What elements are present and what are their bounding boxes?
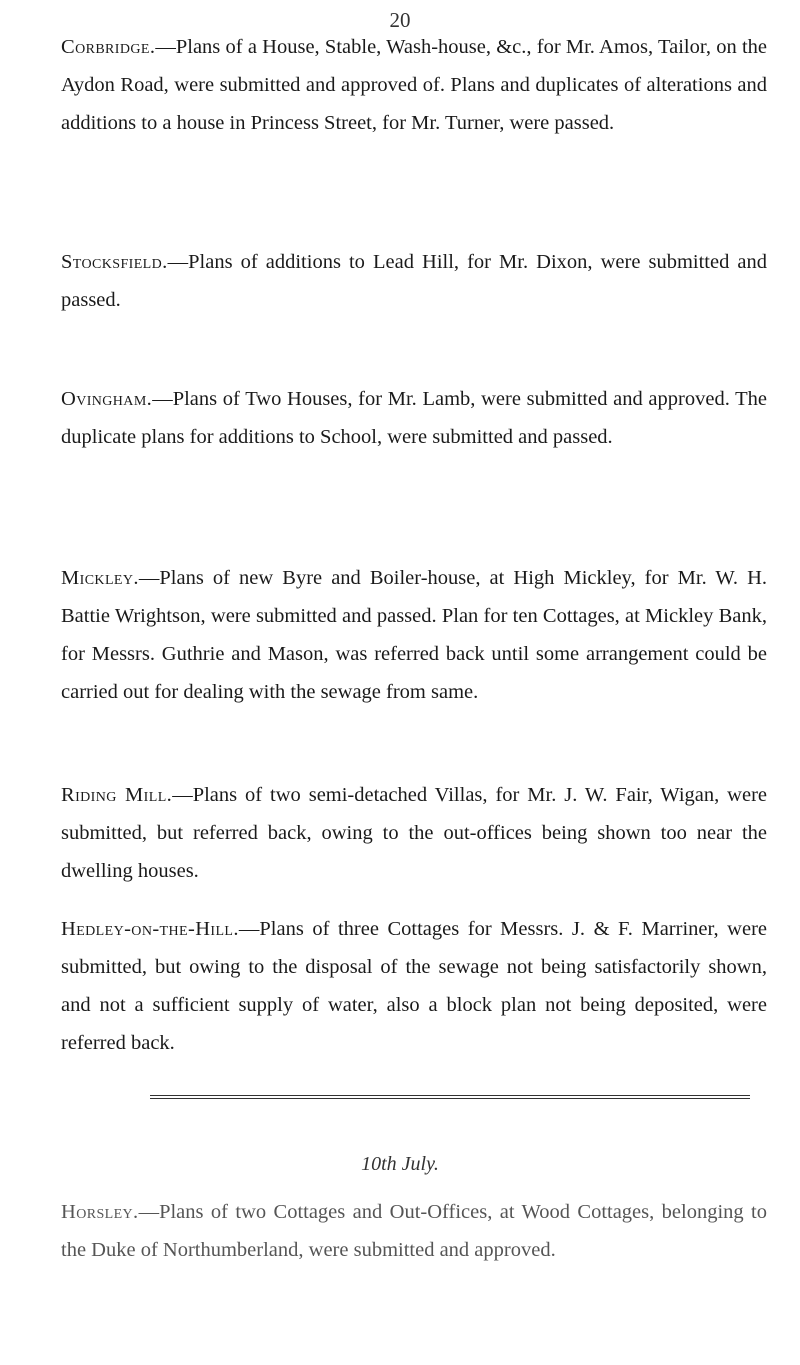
entry-text: —Plans of Two Houses, for Mr. Lamb, were submitted and approved. The duplicate plans for additions to School, were submitted and passed. [61, 388, 767, 448]
place-name: Corbridge. [61, 36, 156, 58]
place-name: Stocksfield. [61, 251, 168, 273]
place-name: Mickley. [61, 567, 139, 589]
entry-stocksfield [61, 243, 767, 319]
entry-text: —Plans of additions to Lead Hill, for Mr. Dixon, were submitted and passed. [61, 251, 767, 311]
page-number: 20 [389, 8, 411, 32]
entry-mickley [61, 559, 767, 711]
place-name: Hedley-on-the-Hill. [61, 918, 239, 940]
entry-ovingham [61, 380, 767, 456]
entry-text: —Plans of three Cottages for Messrs. J. & F. Marriner, were submitted, but owing to the disposal of the sewage not being satisfactorily shown, and not a sufficient supply of water, also a block plan not being deposited, were referred back. [61, 918, 767, 1054]
entry-text: —Plans of a House, Stable, Wash-house, &c., for Mr. Amos, Tailor, on the Aydon Road, were submitted and approved of. Plans and duplicates of alterations and additions to a house in Princess Street, for Mr. Turner, were passed. [61, 36, 767, 134]
place-name: Ovingham. [61, 388, 153, 410]
entry-text: —Plans of two semi-detached Villas, for Mr. J. W. Fair, Wigan, were submitted, but referred back, owing to the out-offices being shown too near the dwelling houses. [61, 784, 768, 882]
entry-text: —Plans of new Byre and Boiler-house, at High Mickley, for Mr. W. H. Battie Wrightson, were submitted and passed. Plan for ten Cottages, at Mickley Bank, for Messrs. Guthrie and Mason, was referred back until some arrangement could be carried out for dealing with the sewage from same. [61, 567, 767, 703]
entry-text: —Plans of two Cottages and Out-Offices, at Wood Cottages, belonging to the Duke of Northumberland, were submitted and approved. [61, 1201, 767, 1261]
section-divider [150, 1095, 750, 1099]
place-name: Horsley. [61, 1201, 139, 1223]
entry-horsley [61, 1193, 767, 1269]
entry-hedley-on-the-hill [61, 910, 767, 1062]
entry-corbridge [61, 28, 767, 142]
entry-riding-mill [61, 776, 767, 890]
place-name: Riding Mill. [61, 784, 173, 806]
date-heading: 10th July. [361, 1153, 439, 1175]
